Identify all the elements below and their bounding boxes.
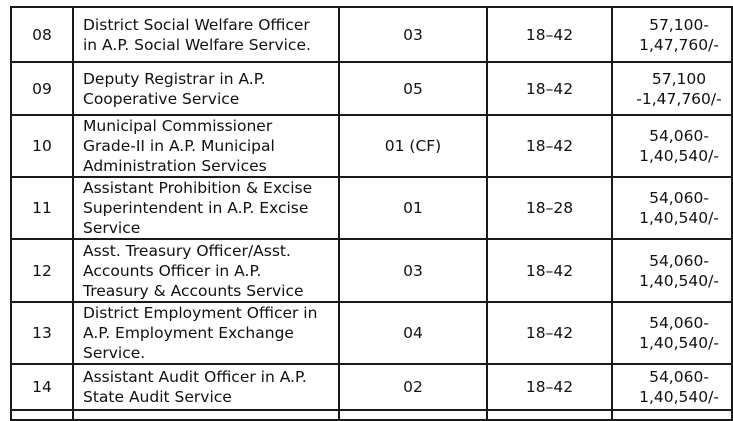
age-limit: 18–42 (487, 239, 612, 302)
age-limit: 18–28 (487, 177, 612, 239)
table-row (11, 302, 732, 364)
vacancies: 01 (339, 177, 487, 239)
serial-number: 14 (11, 364, 73, 410)
age-limit: 18–42 (487, 62, 612, 115)
age-limit: 18–42 (487, 364, 612, 410)
post-name-line: Municipal Commissioner (83, 117, 273, 135)
vacancies: 01 (CF) (339, 115, 487, 177)
pay-scale: 57,100-1,47,760/- (612, 7, 732, 62)
age-limit: 18–42 (487, 115, 612, 177)
post-name-line: Service. (83, 344, 146, 362)
age-limit: 18–42 (487, 302, 612, 364)
post-name-line: Grade-II in A.P. Municipal (83, 137, 275, 155)
pay-scale: 54,060-1,40,540/- (612, 364, 732, 410)
recruitment-table (10, 6, 733, 421)
post-name (73, 115, 339, 177)
post-name-line: Asst. Treasury Officer/Asst. (83, 241, 291, 260)
post-name (73, 177, 339, 239)
serial-number: 08 (11, 7, 73, 62)
vacancies: 03 (339, 7, 487, 62)
post-name-line: in A.P. Social Welfare Service. (83, 35, 311, 54)
serial-number: 10 (11, 115, 73, 177)
post-name-line: Cooperative Service (83, 89, 240, 108)
pay-scale: 54,060-1,40,540/- (612, 115, 732, 177)
post-name (73, 62, 339, 115)
age-limit: 18–42 (487, 7, 612, 62)
pay-scale: 54,060-1,40,540/- (612, 177, 732, 239)
post-name-line: Deputy Registrar in A.P. (83, 69, 266, 88)
pay-scale: 54,060-1,40,540/- (612, 239, 732, 302)
serial-number: 12 (11, 239, 73, 302)
post-name-line: Assistant Audit Officer in A.P. (83, 368, 307, 386)
post-name-line: Superintendent in A.P. Excise (83, 199, 309, 217)
vacancies: 03 (339, 239, 487, 302)
post-name-line: A.P. Employment Exchange (83, 324, 294, 342)
table-row (11, 364, 732, 410)
table-row (11, 177, 732, 239)
table-row (11, 7, 732, 62)
post-name-line: Service (83, 219, 141, 237)
vacancies: 04 (339, 302, 487, 364)
table-row (11, 115, 732, 177)
post-name (73, 7, 339, 62)
serial-number: 11 (11, 177, 73, 239)
table-row (11, 62, 732, 115)
serial-number: 13 (11, 302, 73, 364)
vacancies: 02 (339, 364, 487, 410)
post-name-line: Treasury & Accounts Service (83, 281, 304, 300)
post-name-line: District Social Welfare Officer (83, 15, 310, 34)
post-name-line: Administration Services (83, 157, 267, 175)
recruitment-table-container (10, 6, 733, 421)
post-name (73, 239, 339, 302)
post-name (73, 364, 339, 410)
post-name-line: District Employment Officer in (83, 304, 318, 322)
post-name-line: State Audit Service (83, 388, 232, 406)
pay-scale: 57,100 -1,47,760/- (612, 62, 732, 115)
post-name (73, 302, 339, 364)
pay-scale: 54,060-1,40,540/- (612, 302, 732, 364)
post-name-line: Assistant Prohibition & Excise (83, 179, 313, 197)
post-name-line: Accounts Officer in A.P. (83, 261, 262, 280)
vacancies: 05 (339, 62, 487, 115)
table-row (11, 239, 732, 302)
serial-number: 09 (11, 62, 73, 115)
